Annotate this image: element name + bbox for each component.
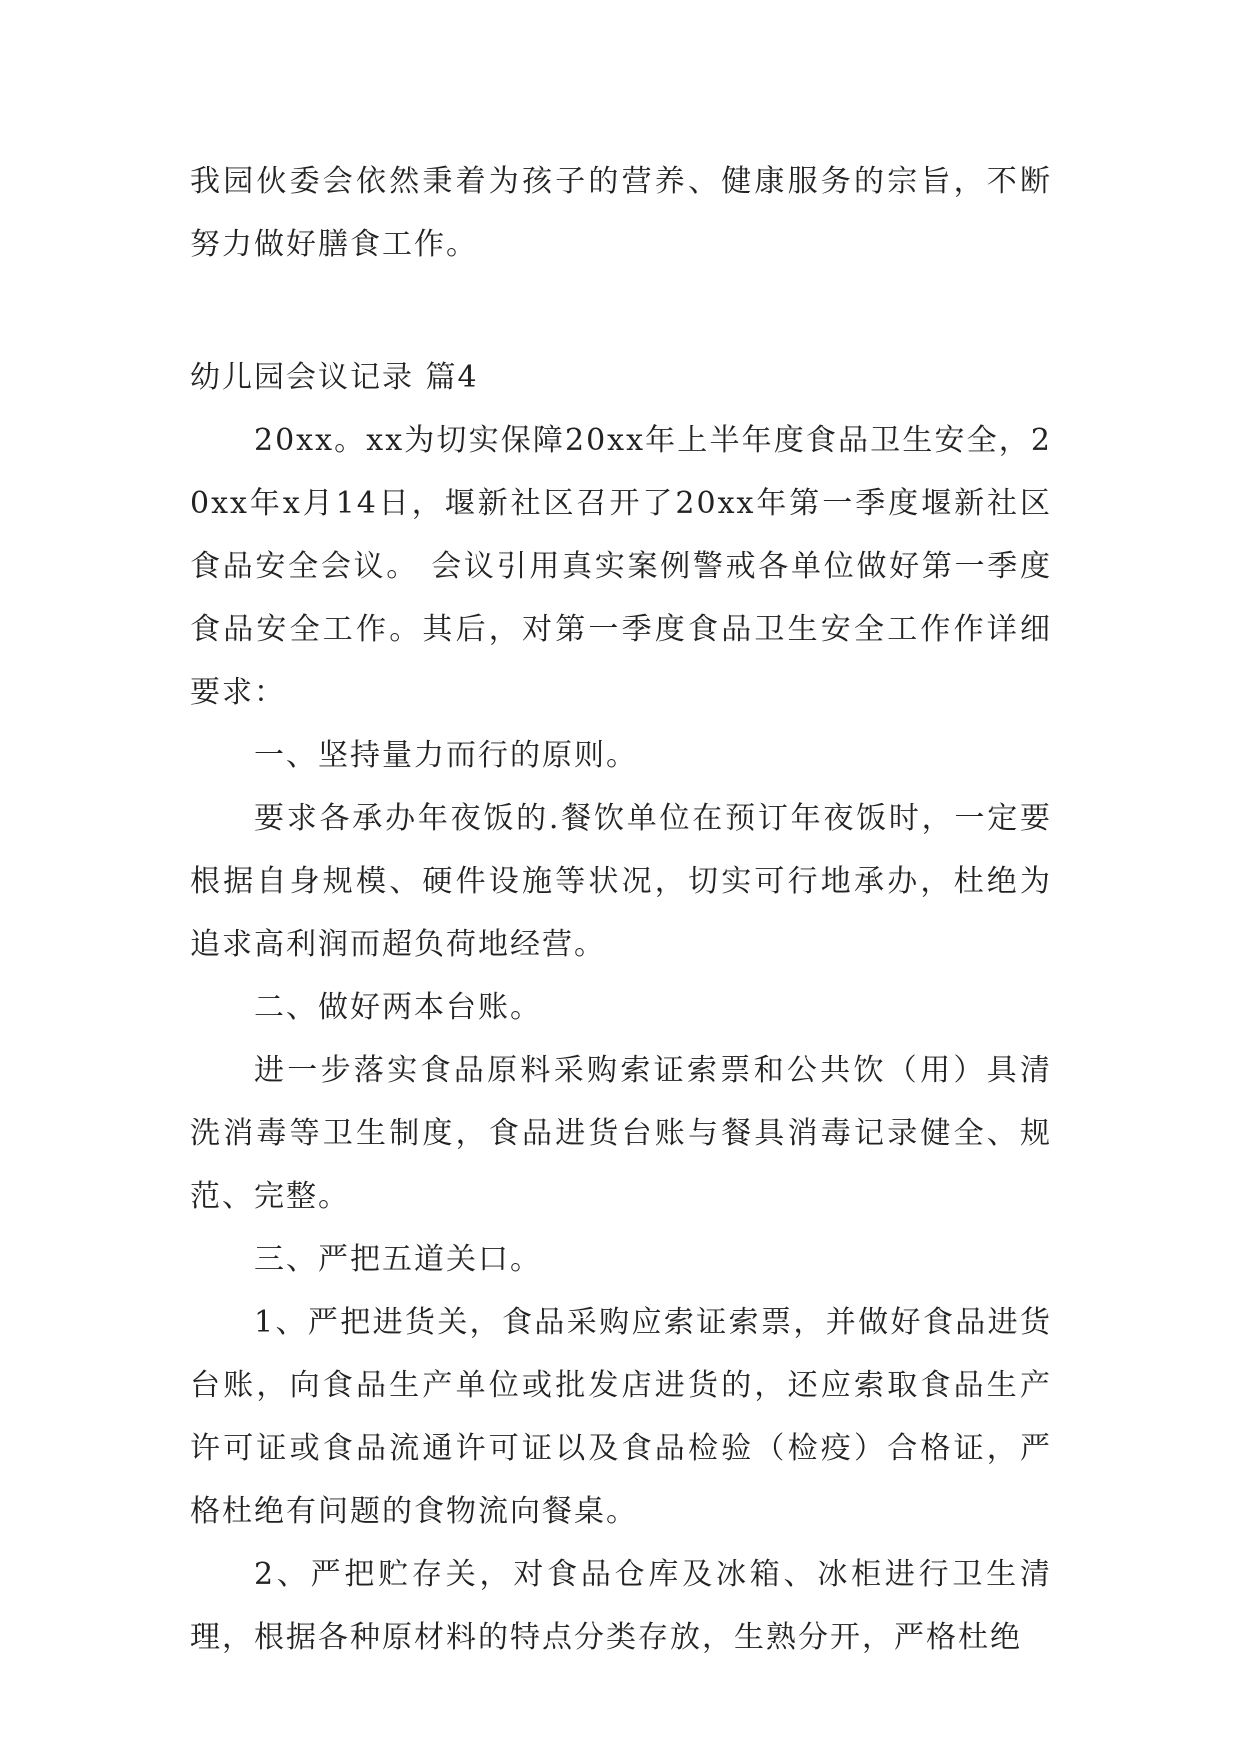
section-spacer — [190, 276, 1052, 346]
paragraph-item-two: 2、严把贮存关，对食品仓库及冰箱、冰柜进行卫生清理，根据各种原材料的特点分类存放，生熟分开，严格杜绝 — [190, 1557, 1052, 1655]
paragraph-point-two-detail: 进一步落实食品原料采购索证索票和公共饮（用）具清洗消毒等卫生制度，食品进货台账与餐具消毒记录健全、规范、完整。 — [190, 1053, 1052, 1214]
paragraph-point-one-detail: 要求各承办年夜饭的.餐饮单位在预订年夜饭时，一定要根据自身规模、硬件设施等状况，切实可行地承办，杜绝为追求高利润而超负荷地经营。 — [190, 801, 1052, 962]
paragraph-intro: 我园伙委会依然秉着为孩子的营养、健康服务的宗旨，不断努力做好膳食工作。 — [190, 164, 1052, 262]
paragraph-item-one: 1、严把进货关，食品采购应索证索票，并做好食品进货台账，向食品生产单位或批发店进货的，还应索取食品生产许可证或食品流通许可证以及食品检验（检疫）合格证，严格杜绝有问题的食物流向餐桌。 — [190, 1305, 1052, 1529]
document-body — [190, 150, 1052, 1669]
paragraph-point-one-heading: 一、坚持量力而行的原则。 — [254, 738, 638, 773]
paragraph-meeting-summary: 20xx。xx为切实保障20xx年上半年度食品卫生安全，20xx年x月14日，堰新社区召开了20xx年第一季度堰新社区食品安全会议。 会议引用真实案例警戒各单位做好第一季度食品安全工作。其后，对第一季度食品卫生安全工作作详细要求： — [190, 423, 1052, 710]
paragraph-point-three-heading: 三、严把五道关口。 — [254, 1242, 542, 1277]
section-title: 幼儿园会议记录 篇4 — [190, 360, 479, 395]
paragraph-point-two-heading: 二、做好两本台账。 — [254, 990, 542, 1025]
